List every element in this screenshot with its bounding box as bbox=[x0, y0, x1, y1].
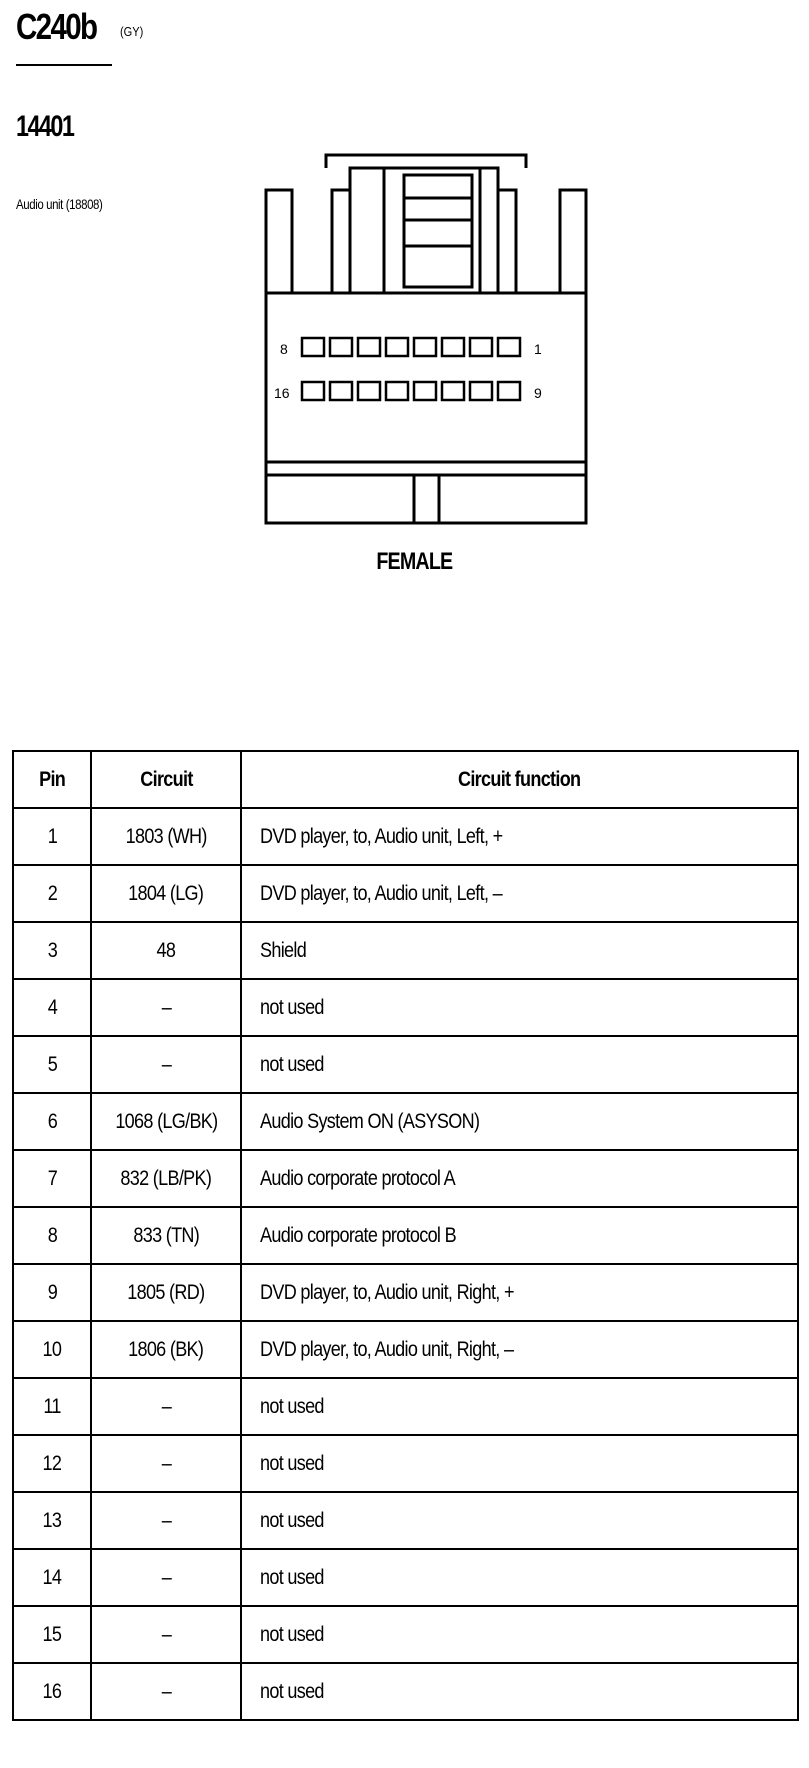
circuit-cell: 832 (LB/PK) bbox=[91, 1150, 241, 1207]
function-cell: DVD player, to, Audio unit, Right, – bbox=[241, 1321, 798, 1378]
circuit-cell: – bbox=[91, 979, 241, 1036]
function-cell: not used bbox=[241, 1663, 798, 1720]
function-cell: not used bbox=[241, 1378, 798, 1435]
column-header-circuit: Circuit bbox=[91, 751, 241, 808]
function-cell: not used bbox=[241, 1549, 798, 1606]
pin-cavities-top-row bbox=[302, 338, 520, 356]
pin-cell: 8 bbox=[13, 1207, 91, 1264]
circuit-cell: – bbox=[91, 1492, 241, 1549]
pin-cell: 6 bbox=[13, 1093, 91, 1150]
pin-label-16: 16 bbox=[274, 385, 290, 401]
pin-cell: 9 bbox=[13, 1264, 91, 1321]
function-cell: Audio System ON (ASYSON) bbox=[241, 1093, 798, 1150]
table-row bbox=[13, 1492, 798, 1549]
pin-label-8: 8 bbox=[280, 341, 288, 357]
pin-label-1: 1 bbox=[534, 341, 542, 357]
pin-cell: 15 bbox=[13, 1606, 91, 1663]
pin-cell: 16 bbox=[13, 1663, 91, 1720]
connector-id: C240b bbox=[16, 6, 97, 47]
circuit-cell: – bbox=[91, 1378, 241, 1435]
connector-gender bbox=[0, 548, 809, 576]
table-row bbox=[13, 979, 798, 1036]
pin-cell: 7 bbox=[13, 1150, 91, 1207]
connector-face-diagram bbox=[264, 150, 594, 540]
pin-cavities-bottom-row bbox=[302, 382, 520, 400]
pin-cell: 13 bbox=[13, 1492, 91, 1549]
column-header-circuit-function: Circuit function bbox=[241, 751, 798, 808]
pin-cell: 10 bbox=[13, 1321, 91, 1378]
circuit-cell: 48 bbox=[91, 922, 241, 979]
function-cell: not used bbox=[241, 1492, 798, 1549]
connector-face-drawing bbox=[264, 150, 594, 535]
function-cell: Shield bbox=[241, 922, 798, 979]
function-cell: DVD player, to, Audio unit, Right, + bbox=[241, 1264, 798, 1321]
component-name: Audio unit (18808) bbox=[16, 196, 103, 212]
function-cell: not used bbox=[241, 1606, 798, 1663]
table-row bbox=[13, 1036, 798, 1093]
circuit-cell: – bbox=[91, 1435, 241, 1492]
table-row bbox=[13, 922, 798, 979]
pin-cell: 12 bbox=[13, 1435, 91, 1492]
table-row bbox=[13, 1663, 798, 1720]
column-header-pin: Pin bbox=[13, 751, 91, 808]
table-header-row bbox=[13, 751, 798, 808]
table-row bbox=[13, 1606, 798, 1663]
part-number: 14401 bbox=[16, 110, 74, 143]
function-cell: Audio corporate protocol A bbox=[241, 1150, 798, 1207]
function-cell: DVD player, to, Audio unit, Left, + bbox=[241, 808, 798, 865]
circuit-cell: 1805 (RD) bbox=[91, 1264, 241, 1321]
table-row bbox=[13, 1549, 798, 1606]
connector-gender-text: FEMALE bbox=[376, 548, 453, 575]
pin-cell: 4 bbox=[13, 979, 91, 1036]
circuit-cell: – bbox=[91, 1663, 241, 1720]
circuit-cell: 833 (TN) bbox=[91, 1207, 241, 1264]
connector-color: (GY) bbox=[120, 24, 144, 39]
pin-cell: 2 bbox=[13, 865, 91, 922]
circuit-cell: – bbox=[91, 1036, 241, 1093]
circuit-cell: 1068 (LG/BK) bbox=[91, 1093, 241, 1150]
table-row bbox=[13, 1150, 798, 1207]
title-underline bbox=[16, 64, 112, 66]
function-cell: not used bbox=[241, 979, 798, 1036]
table-row bbox=[13, 1093, 798, 1150]
pin-cell: 5 bbox=[13, 1036, 91, 1093]
pin-cell: 1 bbox=[13, 808, 91, 865]
function-cell: Audio corporate protocol B bbox=[241, 1207, 798, 1264]
function-cell: not used bbox=[241, 1435, 798, 1492]
function-cell: not used bbox=[241, 1036, 798, 1093]
pin-cell: 11 bbox=[13, 1378, 91, 1435]
circuit-cell: – bbox=[91, 1606, 241, 1663]
pin-cell: 14 bbox=[13, 1549, 91, 1606]
table-row bbox=[13, 1264, 798, 1321]
pin-label-9: 9 bbox=[534, 385, 542, 401]
table-row bbox=[13, 865, 798, 922]
table-row bbox=[13, 1207, 798, 1264]
table-row bbox=[13, 808, 798, 865]
table-row bbox=[13, 1321, 798, 1378]
circuit-cell: – bbox=[91, 1549, 241, 1606]
table-row bbox=[13, 1378, 798, 1435]
table-row bbox=[13, 1435, 798, 1492]
function-cell: DVD player, to, Audio unit, Left, – bbox=[241, 865, 798, 922]
circuit-cell: 1806 (BK) bbox=[91, 1321, 241, 1378]
circuit-cell: 1803 (WH) bbox=[91, 808, 241, 865]
pin-cell: 3 bbox=[13, 922, 91, 979]
pinout-table bbox=[12, 750, 799, 1721]
circuit-cell: 1804 (LG) bbox=[91, 865, 241, 922]
